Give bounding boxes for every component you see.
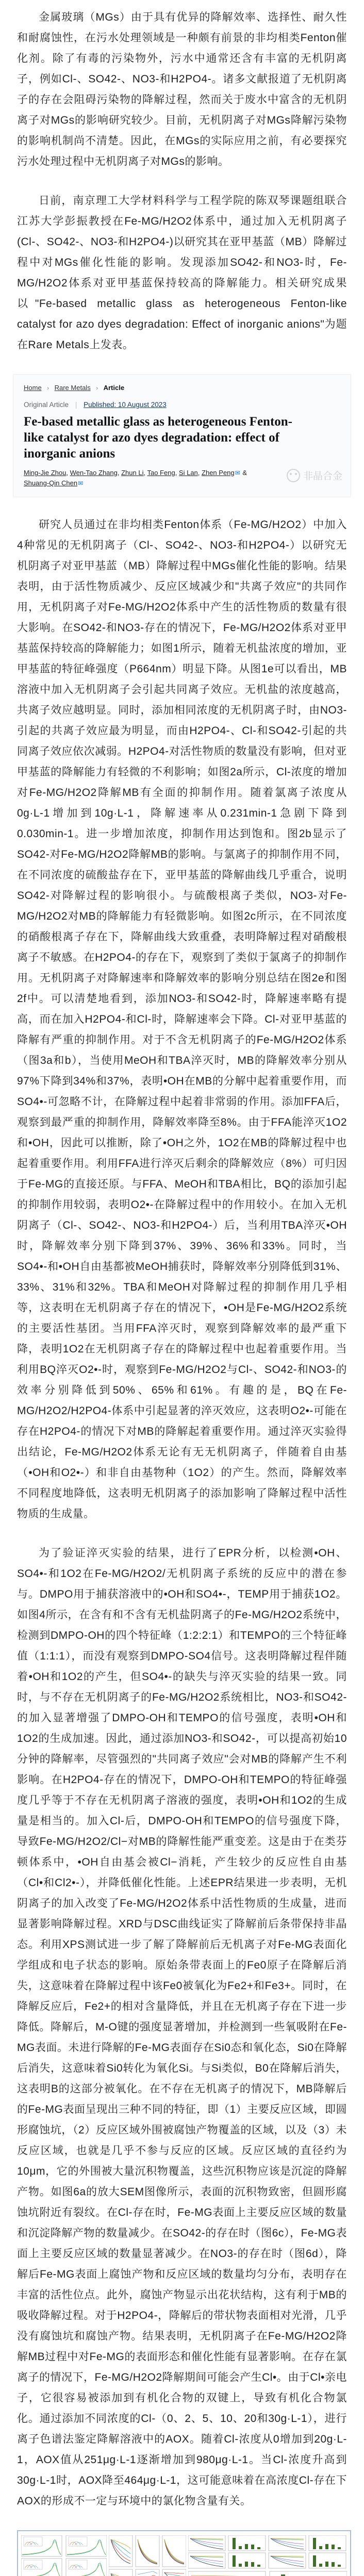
news-paragraph: 日前，南京理工大学材料科学与工程学院的陈双琴课题组联合江苏大学彭振教授在Fe-MG/H2O2体系中，通过加入无机阴离子(Cl-、SO42-、NO3-和H2PO4-)以研究其在亚甲基蓝（MB）降解过程中对MGs催化性能的影响。发现添加SO42-和NO3-时，Fe-MG/H2O2体系对亚甲基蓝保持较高的降解能力。相关研究成果以"Fe-based metallic glass as heterogeneous Fenton-like catalyst for azo dyes degradation: Effect of inorganic anions"为题在Rare Metals上发表。 xyxy=(17,195,347,351)
paper-title: Fe-based metallic glass as heterogeneous Fenton-like catalyst for azo dyes degradation: effect of inorganic anions xyxy=(24,415,293,461)
author-separator: , xyxy=(175,469,179,477)
figure-row-1 xyxy=(21,2535,347,2576)
author-ampersand: & xyxy=(240,469,247,477)
author-link[interactable]: Ming-Jie Zhou xyxy=(24,469,67,477)
brand-watermark xyxy=(287,468,342,482)
author-link[interactable]: Shuang-Qin Chen xyxy=(24,479,78,487)
email-icon[interactable]: ✉ xyxy=(235,469,240,477)
breadcrumb-home-link[interactable]: Home xyxy=(24,384,42,392)
author-separator: , xyxy=(66,469,70,477)
panda-logo-icon xyxy=(287,469,300,482)
meta-divider: | xyxy=(75,401,77,409)
intro-paragraph: 金属玻璃（MGs）由于具有优异的降解效率、选择性、耐久性和耐腐蚀性，在污水处理领域是一种颇有前景的非均相类Fenton催化剂。除了有毒的污染物外，污水中通常还含有丰富的无机阴离子，例如Cl-、SO42-、NO3-和H2PO4-。诸多文献报道了无机阴离子的存在会阻碍污染物的降解过程，然而关于废水中富含的无机阴离子对MGs的影响研究较少。目前，无机阴离子对MGs降解污染物的影响机制尚不清楚。因此，在MGs的实际应用之前，有必要探究污水处理过程中无机阴离子对MGs的影响。 xyxy=(17,11,347,167)
figure-montage xyxy=(17,2530,351,2576)
body-paragraph-1: 研究人员通过在非均相类Fenton体系（Fe-MG/H2O2）中加入4种常见的无机阴离子（Cl-、SO42-、NO3-和H2PO4-）以研究无机阴离子对亚甲基蓝（MB）降解过程中MGs催化性能的影响。结果表明，由于活性物质减少、反应区域减少和"共离子效应"的共同作用，无机阴离子对Fe-MG/H2O2体系中产生的活性物质的数量有很大影响。在SO42-和NO3-存在的情况下，Fe-MG/H2O2体系对亚甲基蓝保持较高的降解能力；如图1所示，随着无机盐浓度的增加，亚甲基蓝的特征峰强度（P664nm）明显下降。从图1e可以看出，MB溶液中加入无机阴离子会引起共同离子效应。无机盐的浓度越高，共离子效应越明显。同时，添加相同浓度的无机阴离子时，由NO3-引起的共离子效应最为明显，而由H2PO4-、Cl-和SO42-引起的共同离子效应依次减弱。H2PO4-对活性物质的数量没有影响，但对亚甲基蓝的降解能力有轻微的不利影响；如图2a所示，Cl-浓度的增加对Fe-MG/H2O2降解MB有全面的抑制作用。随着氯离子浓度从0g·L-1增加到10g·L-1，降解速率从0.231min-1急剧下降到0.030min-1。进一步增加浓度，抑制作用达到饱和。图2b显示了SO42-对Fe-MG/H2O2降解MB的影响。与氯离子的抑制作用不同，在不同浓度的硫酸盐存在下，亚甲基蓝的降解曲线几乎重合，说明SO42-对降解过程的影响很小。与硫酸根离子类似，NO3-对Fe-MG/H2O2对MB的降解能力有轻微影响。如图2c所示，在不同浓度的硝酸根离子存在下，降解曲线大致重叠，表明降解过程对硝酸根离子不敏感。在H2PO4-的存在下，观察到了类似于氯离子的抑制作用。无机阴离子对降解速率和降解效率的影响分别总结在图2e和图2f中。可以清楚地看到，添加NO3-和SO42-时，降解速率略有提高，而在加入H2PO4-和Cl-时，降解速率会下降。Cl-对亚甲基蓝的降解有严重的抑制作用。对于不含无机阴离子的Fe-MG/H2O2体系（图3a和b），当使用MeOH和TBA淬灭时，MB的降解效率分别从97%下降到34%和37%，表明•OH在MB的分解中起着重要作用，而SO4•-可忽略不计，在降解过程中起着非常弱的作用。添加FFA后，观察到最严重的抑制作用，降解效率降至8%。由于FFA能淬灭1O2和•OH，因此可以推断，除了•OH之外，1O2在MB的降解过程中也起着重要作用。利用FFA进行淬灭后剩余的降解效应（8%）可归因于Fe-MG的直接还原。与FFA、MeOH和TBA相比，BQ的添加引起的抑制作用较弱，表明O2•-在降解过程中的作用较小。在加入无机阴离子（Cl-、SO42-、NO3-和H2PO4-）后，当利用TBA淬灭•OH时，降解效率分别下降到37%、39%、36%和33%。同时，当SO4•-和•OH自由基都被MeOH捕获时，降解效率分别降低到31%、33%、31%和32%。TBA和MeOH对降解过程的抑制作用几乎相等，这表明在无机阴离子存在的情况下，•OH是Fe-MG/H2O2系统的主要活性基团。当用FFA淬灭时，观察到降解效率的最严重下降，表明1O2在无机阴离子存在的降解过程中也起着重要作用。当利用BQ淬灭O2•-时，观察到Fe-MG/H2O2与Cl-、SO42-和NO3-的效率分别降低到50%、65%和61%。有趣的是，BQ在Fe-MG/H2O2/H2PO4-体系中引起显著的淬灭效应，这表明O2•-可能在存在H2PO4-的情况下对MB的降解起着重要作用。通过淬灭实验得出结论，Fe-MG/H2O2体系无论有无无机阴离子，伴随着自由基（•OH和O2•-）和非自由基物种（1O2）的产生。然而，降解效率不同程度地降低，这表明无机阴离子的添加影响了降解过程中活性物质的生成量。 xyxy=(17,519,347,1520)
article-type-label: Original Article xyxy=(24,401,69,409)
author-separator: , xyxy=(143,469,147,477)
breadcrumb-current: Article xyxy=(103,384,125,392)
author-separator: , xyxy=(197,469,202,477)
article-meta xyxy=(24,401,340,409)
brand-watermark-label: 非晶合金 xyxy=(303,471,342,482)
fig3i-h2po4-plot xyxy=(188,2571,266,2576)
author-list xyxy=(24,468,266,488)
fig2e-kobs-plot xyxy=(136,2569,159,2576)
breadcrumb-journal-link[interactable]: Rare Metals xyxy=(54,384,91,392)
email-icon[interactable]: ✉ xyxy=(78,480,84,487)
fig2f-efficiency-plot xyxy=(162,2569,186,2576)
chevron-right-icon: › xyxy=(47,385,49,392)
author-link[interactable]: Zhun Li xyxy=(121,469,144,477)
author-link[interactable]: Zhen Peng xyxy=(202,469,235,477)
author-separator: , xyxy=(117,469,122,477)
fig3j-bars xyxy=(270,2571,347,2576)
body-paragraph-2: 为了验证淬灭实验的结果，进行了EPR分析，以检测•OH、SO4•-和1O2在Fe-MG/H2O2/无机阴离子系统的反应中的潜在参与。DMPO用于捕获溶液中的•OH和SO4•-，TEMP用于捕获1O2。如图4所示，在含有和不含有无机盐阴离子的Fe-MG/H2O2系统中，检测到DMPO-OH的四个特征峰（1:2:2:1）和TEMPO的三个特征峰值（1:1:1），而没有观察到DMPO-SO4信号。这表明降解过程伴随着•OH和1O2的产生，但SO4•-的缺失与淬灭实验的结果一致。同时，与不存在无机阴离子的Fe-MG/H2O2系统相比，NO3-和SO42-的加入显著增强了DMPO-OH和TEMPO的信号强度，表明•OH和1O2的生成加速。因此，通过添加NO3-和SO42-，可以提高初始10分钟的降解率，尽管强烈的"共同离子效应"会对MB的降解产生不利影响。在H2PO4-存在的情况下，DMPO-OH和TEMPO的特征峰强度几乎等于不存在无机阴离子溶液的强度，表明•OH和1O2的生成量是相当的。加入Cl-后，DMPO-OH和TEMPO的信号强度下降，导致Fe-MG/H2O2/Cl−对MB的降解性能严重变差。这是由于在类芬顿体系中，•OH自由基会被Cl−消耗，产生较少的反应性自由基（Cl•和Cl2•-），并降低催化性能。上述EPR结果进一步表明，无机阴离子的加入改变了Fe-MG/H2O2体系中活性物质的生成量，进而显著影响降解过程。XRD与DSC曲线证实了降解前后条带保持非晶态。利用XPS测试进一步了解了降解前后无机离子对Fe-MG表面化学组成和电子状态的影响。原始条带表面上的Fe0原子在降解后消失，这意味着在降解过程中该Fe0被氧化为Fe2+和Fe3+。同时，在降解反应后，Fe2+的相对含量降低，并且在无机离子存在下进一步降低。降解后，M-O键的强度显著增加，并检测到一些氧吸附在Fe-MG表面。未进行降解的Fe-MG表面存在Si0态和氧化态，Si0在降解后消失，这意味着Si0转化为氧化Si。与Si类似，B0在降解后消失，这表明B的这部分被氧化。在不存在无机离子的情况下，MB降解后的Fe-MG表面呈现出三种不同的特征，即（1）主要反应区域，即圆形腐蚀坑，（2）反应区域外围被腐蚀产物覆盖的区域，以及（3）未反应区域，也就是几乎不参与反应的区域。反应区域的直径约为10μm，它的外围被大量沉积物覆盖，这些沉积物应该是沉淀的降解产物。如图6a的放大SEM图像所示，表面的沉积物致密，但圆形腐蚀坑附近有裂纹。在Cl-存在时，Fe-MG表面上主要反应区域的数量和沉淀降解产物的数量减少。在SO42-的存在时（图6c），Fe-MG表面上主要反应区域的数量显著减少。在NO3-的存在时（图6d），降解后Fe-MG表面上腐蚀产物和反应区域的数量均匀分布，表明存在丰富的活性位点。此外，腐蚀产物显示出花状结构，这有利于MB的吸收降解过程。对于H2PO4-，降解后的带状物表面相对光滑，几乎没有腐蚀坑和腐蚀产物。结果表明，无机阴离子在Fe-MG/H2O2降解MB过程中对Fe-MG的表面形态和催化性能有显著影响。在存在氯离子的情况下，Fe-MG/H2O2降解期间可能会产生Cl•。由于Cl•亲电子，它很容易被添加到有机化合物的双键上，导致有机化合物氯化。通过添加不同浓度的Cl-（0、2、5、10、20和30g·L-1），进行离子色谱法鉴定降解溶液中的AOX。随着Cl-浓度从0增加到20g·L-1，AOX值从251μg·L-1逐渐增加到980μg·L-1。当Cl-浓度升高到30g·L-1时，AOX降至464μg·L-1，这可能意味着在高浓度Cl-存在下AOX的形成不一定与环境中的氯化物含量有关。 xyxy=(17,1547,347,2507)
fig2-degradation-panels xyxy=(109,2535,186,2576)
journal-article-card xyxy=(13,374,351,497)
published-date-link[interactable]: Published: 10 August 2023 xyxy=(84,401,167,409)
chevron-right-icon: › xyxy=(96,385,98,392)
author-link[interactable]: Wen-Tao Zhang xyxy=(70,469,118,477)
fig1-uvvis-panels xyxy=(21,2535,107,2576)
author-link[interactable]: Si Lan xyxy=(178,469,198,477)
author-link[interactable]: Tao Feng xyxy=(147,469,175,477)
breadcrumb xyxy=(24,384,340,392)
fig3-quenching-panels xyxy=(188,2535,347,2576)
